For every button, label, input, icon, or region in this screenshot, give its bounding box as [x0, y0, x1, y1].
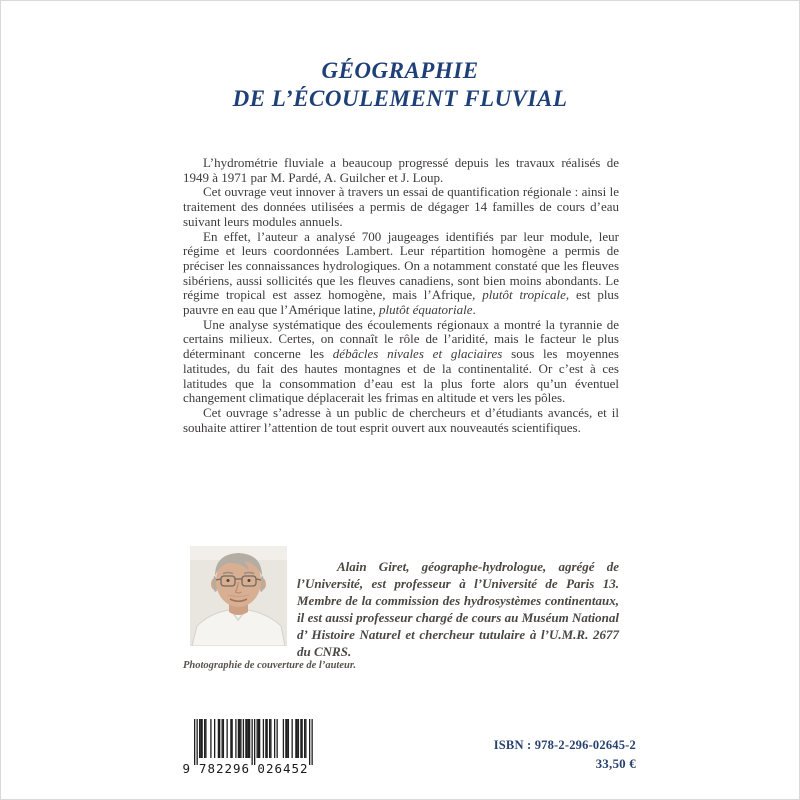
- synopsis-paragraph: En effet, l’auteur a analysé 700 jaugeages identifiés par leur module, leur régime et leurs coordonnées Lambert. Leur répartition homogène a permis de préciser les connaissances hydrologiques. On a notamment constaté que les fleuves sibériens, aussi sollicités que les fleuves canadiens, sont bien moins abondants. Le régime tropical est assez homogène, mais l’Afrique, plutôt tropicale, est plus pauvre en eau que l’Amérique latine, plutôt équatoriale.: [183, 228, 619, 318]
- price-text: 33,50 €: [595, 756, 636, 771]
- synopsis-paragraph: Cet ouvrage veut innover à travers un essai de quantification régionale : ainsi le traitement des données utilisées a permis de dégager 14 familles de cours d’eau suivant leurs modules annuels.: [183, 184, 619, 229]
- author-bio: Alain Giret, géographe-hydrologue, agrégé de l’Université, est professeur à l’Université de Paris 13. Membre de la commission des hydrosystèmes continentaux, il est aussi professeur chargé de cours au Muséum National d’ Histoire Naturel et chercheur tutulaire à l’U.M.R. 2677 du CNRS.: [297, 559, 619, 659]
- book-title: [1, 57, 799, 113]
- synopsis-paragraph: Une analyse systématique des écoulements régionaux a montré la tyrannie de certains milieux. Certes, on connaît le rôle de l’aridité, mais le facteur le plus déterminant concerne les débâcles nivales et glaciaires sous les moyennes latitudes, du fait des hautes montagnes et de la continentalité. Or c’est à ces latitudes que la consommation d’eau est la plus forte alors qu’un éventuel changement climatique déplacerait les frimas en altitude et vers les pôles.: [183, 316, 619, 406]
- book-title-line1: GÉOGRAPHIE: [321, 58, 479, 83]
- barcode-digit-first: 9: [182, 761, 191, 776]
- isbn-block: [494, 738, 636, 772]
- author-portrait-graphic: [190, 546, 287, 646]
- author-photo: [190, 546, 287, 646]
- synopsis: [183, 156, 619, 435]
- barcode-digits-right: 026452: [257, 761, 309, 776]
- synopsis-paragraph: Cet ouvrage s’adresse à un public de chercheurs et d’étudiants avancés, et il souhaite attirer l’attention de tout esprit ouvert aux nouveautés scientifiques.: [183, 404, 619, 435]
- synopsis-paragraph: L’hydrométrie fluviale a beaucoup progressé depuis les travaux réalisés de 1949 à 1971 par M. Pardé, A. Guilcher et J. Loup.: [183, 155, 619, 185]
- barcode-digits-left: 782296: [198, 761, 251, 776]
- barcode-bars: [194, 719, 313, 765]
- barcode: [182, 719, 317, 777]
- isbn-text: ISBN : 978-2-296-02645-2: [493, 738, 636, 752]
- photo-caption: Photographie de couverture de l’auteur.: [183, 660, 356, 671]
- book-title-line2: DE L’ÉCOULEMENT FLUVIAL: [232, 86, 568, 111]
- barcode-svg: [182, 719, 317, 777]
